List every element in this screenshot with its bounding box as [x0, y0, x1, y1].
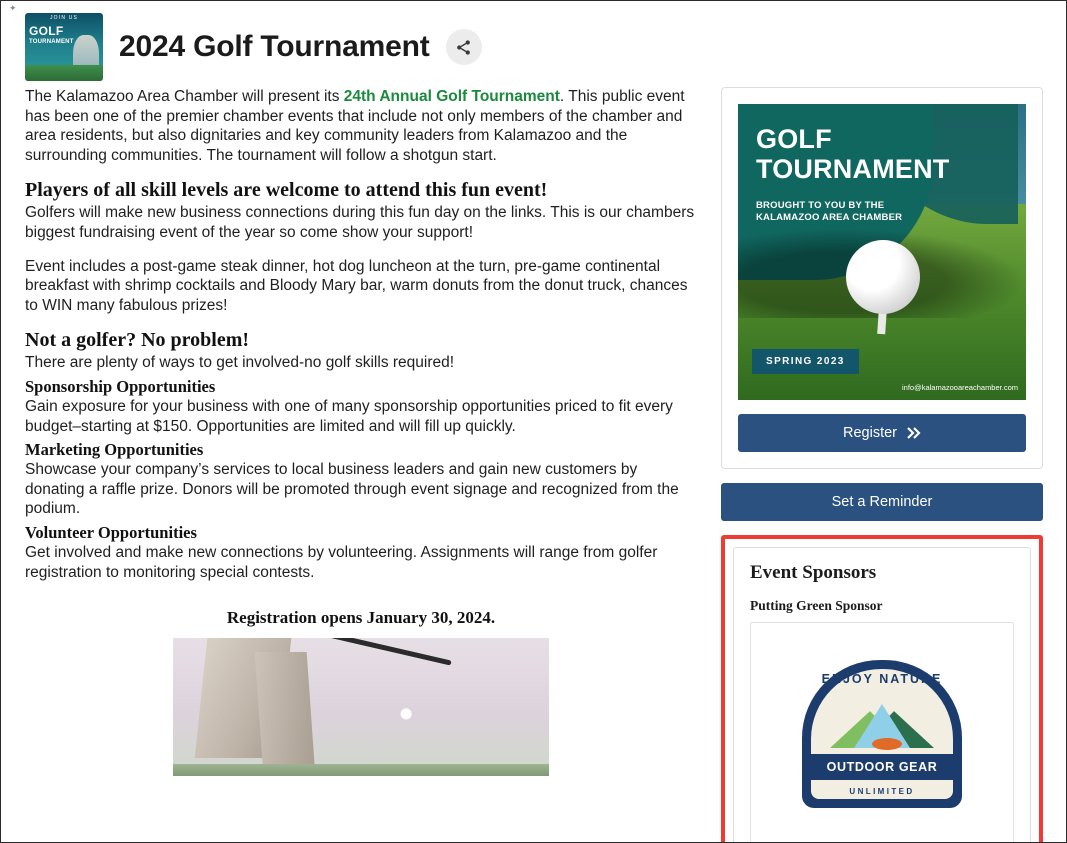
share-icon [455, 39, 472, 56]
campfire-icon [872, 738, 902, 750]
flyer-card [721, 87, 1043, 469]
event-includes-paragraph: Event includes a post-game steak dinner, hot dog luncheon at the turn, pre-game continental breakfast with shrimp cocktails and Bloody Mary bar, warm donuts from the donut truck, chances to WIN many fabulous prizes! [25, 257, 688, 314]
logo-arc-text: ENJOY NATURE [821, 672, 943, 686]
flyer-email: info@kalamazooareachamber.com [901, 383, 1018, 392]
outdoor-gear-logo [802, 660, 962, 808]
tournament-flyer-image [738, 104, 1026, 400]
event-description [25, 87, 697, 776]
thumbnail-title: GOLF [29, 24, 64, 38]
intro-paragraph [25, 87, 697, 165]
marketing-heading: Marketing Opportunities [25, 440, 204, 460]
thumbnail-top-label: JOIN US [49, 15, 79, 21]
volunteer-heading: Volunteer Opportunities [25, 522, 197, 542]
registration-opens-line: Registration opens January 30, 2024. [226, 608, 496, 628]
event-page-content [1, 1, 1066, 842]
thumbnail-subtitle: TOURNAMENT [29, 39, 74, 45]
event-sponsors-highlight [721, 535, 1043, 842]
sponsorship-heading: Sponsorship Opportunities [25, 376, 216, 396]
not-golfer-paragraph: There are plenty of ways to get involved-no golf skills required! [25, 354, 455, 372]
annual-tournament-link[interactable]: 24th Annual Golf Tournament [343, 88, 560, 105]
flyer-season-badge: SPRING 2023 [752, 349, 859, 374]
flyer-title-line2: TOURNAMENT [756, 154, 950, 184]
golfer-leg-front [255, 652, 316, 776]
sponsor-tier-label: Putting Green Sponsor [750, 598, 883, 613]
event-thumbnail [25, 13, 103, 81]
event-sidebar [721, 87, 1043, 842]
sponsor-logo-box[interactable] [750, 622, 1014, 842]
thumbnail-grass [25, 65, 103, 81]
golfer-photo [173, 638, 549, 776]
corner-marker-icon: ✦ [9, 3, 17, 13]
flyer-subtitle [756, 200, 902, 224]
golf-club-icon [306, 638, 451, 666]
register-button-label: Register [843, 425, 897, 441]
volunteer-paragraph: Get involved and make new connections by volunteering. Assignments will range from golfer registration to monitoring special contests. [25, 543, 658, 581]
page-title: 2024 Golf Tournament [119, 30, 430, 63]
logo-sub-text: UNLIMITED [849, 787, 915, 796]
marketing-paragraph: Showcase your company’s services to local business leaders and gain new customers by donating a raffle prize. Donors will be promoted through event signage and recognized from the podium. [25, 461, 679, 518]
flyer-title-line1: GOLF [756, 124, 832, 154]
sponsorship-paragraph: Gain exposure for your business with one of many sponsorship opportunities priced to fit every budget–starting at $150. Opportunities are limited and will fill up quickly. [25, 397, 673, 435]
event-sponsors-card [733, 547, 1031, 842]
golf-ball-icon [846, 240, 920, 314]
event-sponsors-title: Event Sponsors [750, 562, 877, 583]
flyer-subtitle-line2: KALAMAZOO AREA CHAMBER [756, 212, 903, 223]
players-paragraph: Golfers will make new business connections during this fun day on the links. This is our chambers biggest fundraising event of the year so come show your support! [25, 204, 695, 241]
share-button[interactable] [446, 29, 482, 65]
not-golfer-heading: Not a golfer? No problem! [25, 329, 250, 352]
players-heading: Players of all skill levels are welcome to attend this fun event! [25, 179, 548, 202]
flyer-title [756, 124, 950, 184]
set-reminder-button[interactable]: Set a Reminder [721, 483, 1043, 521]
register-button[interactable] [738, 414, 1026, 452]
page-header [25, 13, 482, 81]
intro-text-after: . This public event has been one of the premier chamber events that include not only members of the chamber and area residents, but also dignitaries and key community leaders from Kalamazoo and the surrounding communities. The tournament will follow a shotgun start. [25, 88, 685, 164]
double-chevron-right-icon [907, 427, 921, 439]
intro-text-before: The Kalamazoo Area Chamber will present its [25, 88, 344, 105]
photo-grass [173, 764, 549, 776]
logo-band-text: OUTDOOR GEAR [811, 754, 953, 780]
flyer-subtitle-line1: BROUGHT TO YOU BY THE [756, 200, 885, 211]
